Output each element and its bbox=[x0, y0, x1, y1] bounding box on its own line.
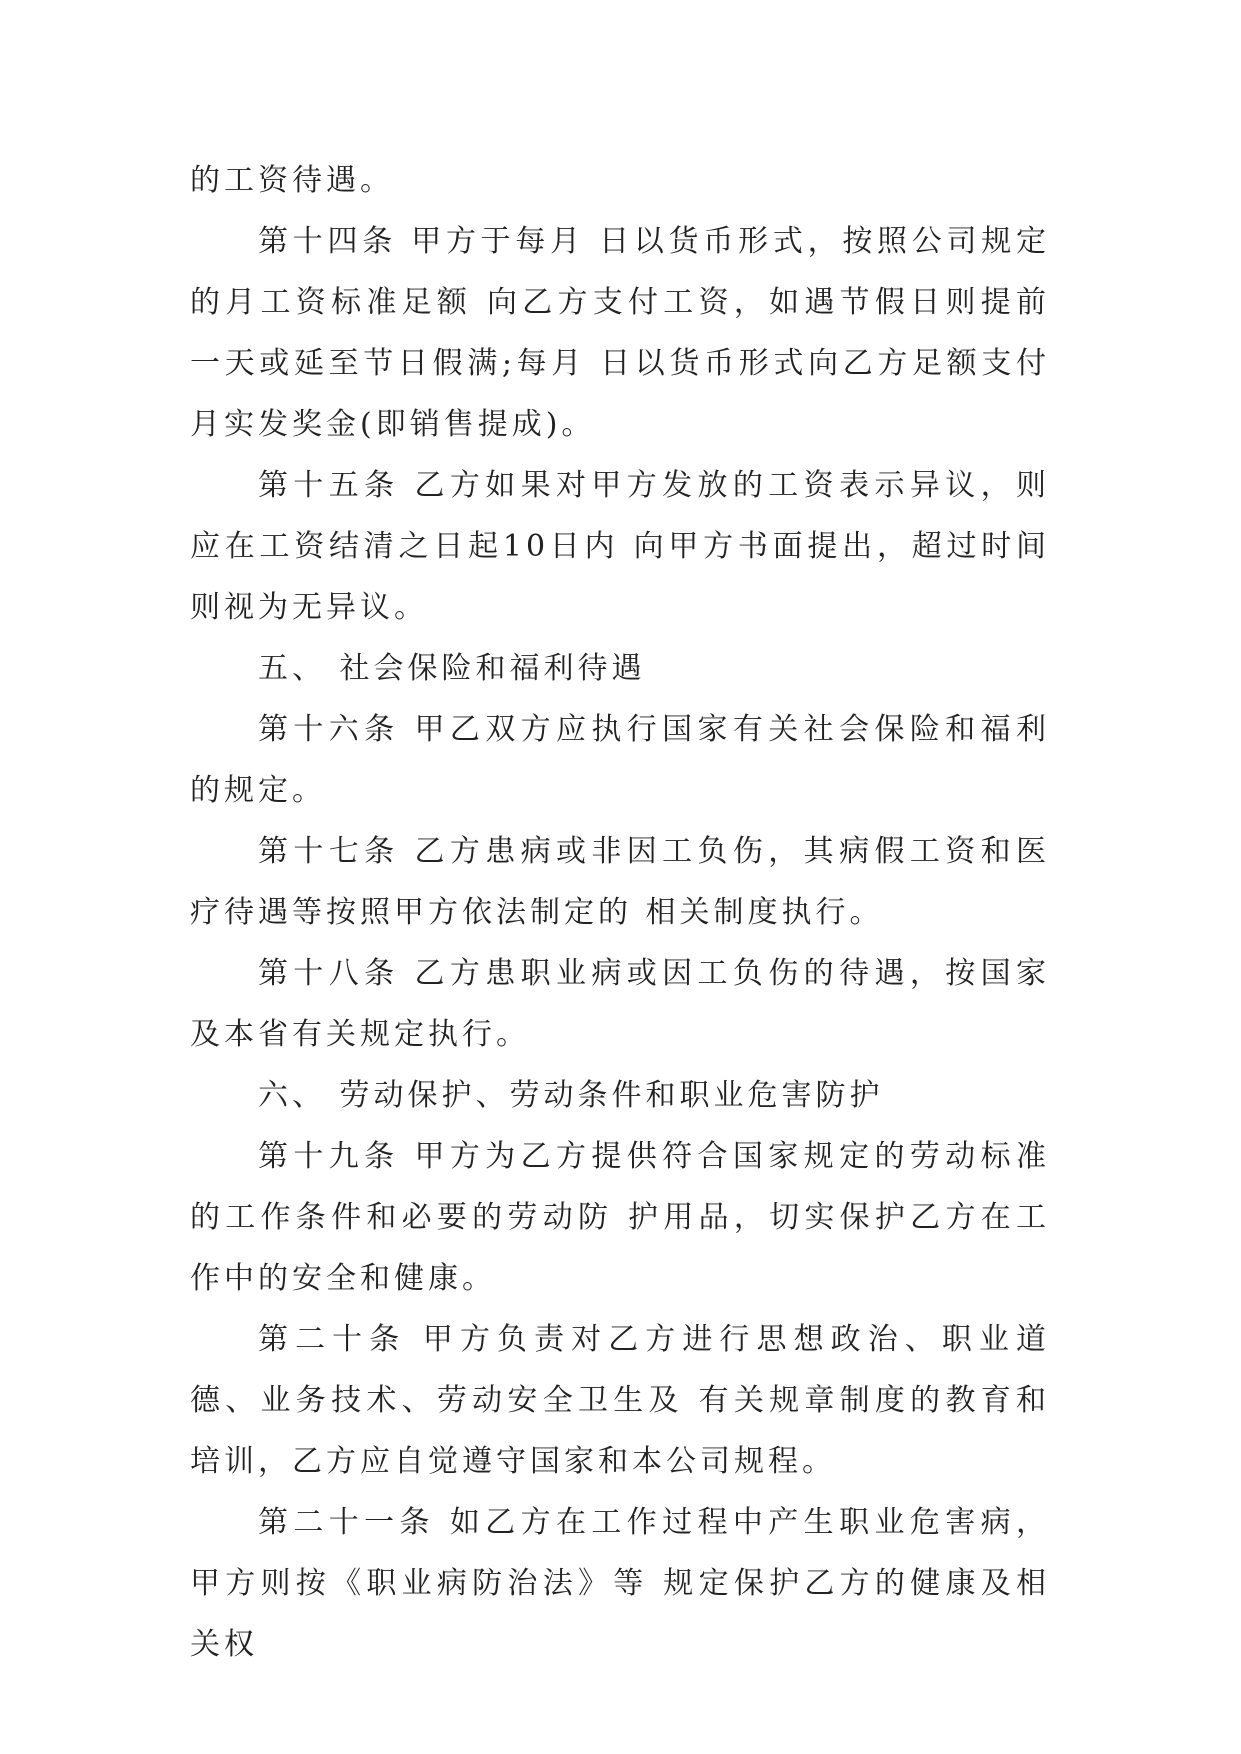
paragraph: 第十六条 甲乙双方应执行国家有关社会保险和福利的规定。 bbox=[190, 712, 1050, 808]
paragraph: 第十四条 甲方于每月 日以货币形式，按照公司规定的月工资标准足额 向乙方支付工资，如遇节假日则提前一天或延至节日假满;每月 日以货币形式向乙方足额支付月实发奖金(即销售提成)。 bbox=[190, 224, 1050, 442]
section-heading: 五、 社会保险和福利待遇 bbox=[258, 651, 646, 686]
paragraph: 的工资待遇。 bbox=[190, 163, 394, 198]
section-heading: 六、 劳动保护、劳动条件和职业危害防护 bbox=[258, 1078, 884, 1113]
paragraph: 第二十一条 如乙方在工作过程中产生职业危害病，甲方则按《职业病防治法》等 规定保护乙方的健康及相关权 bbox=[190, 1505, 1050, 1662]
paragraph: 第十五条 乙方如果对甲方发放的工资表示异议，则应在工资结清之日起10日内 向甲方书面提出，超过时间则视为无异议。 bbox=[190, 468, 1050, 625]
paragraph: 第二十条 甲方负责对乙方进行思想政治、职业道德、业务技术、劳动安全卫生及 有关规章制度的教育和培训，乙方应自觉遵守国家和本公司规程。 bbox=[190, 1322, 1050, 1479]
paragraph: 第十八条 乙方患职业病或因工负伤的待遇，按国家及本省有关规定执行。 bbox=[190, 956, 1050, 1052]
paragraph: 第十九条 甲方为乙方提供符合国家规定的劳动标准的工作条件和必要的劳动防 护用品，切实保护乙方在工作中的安全和健康。 bbox=[190, 1139, 1050, 1296]
document-body bbox=[190, 150, 1050, 1675]
paragraph: 第十七条 乙方患病或非因工负伤，其病假工资和医疗待遇等按照甲方依法制定的 相关制度执行。 bbox=[190, 834, 1050, 930]
